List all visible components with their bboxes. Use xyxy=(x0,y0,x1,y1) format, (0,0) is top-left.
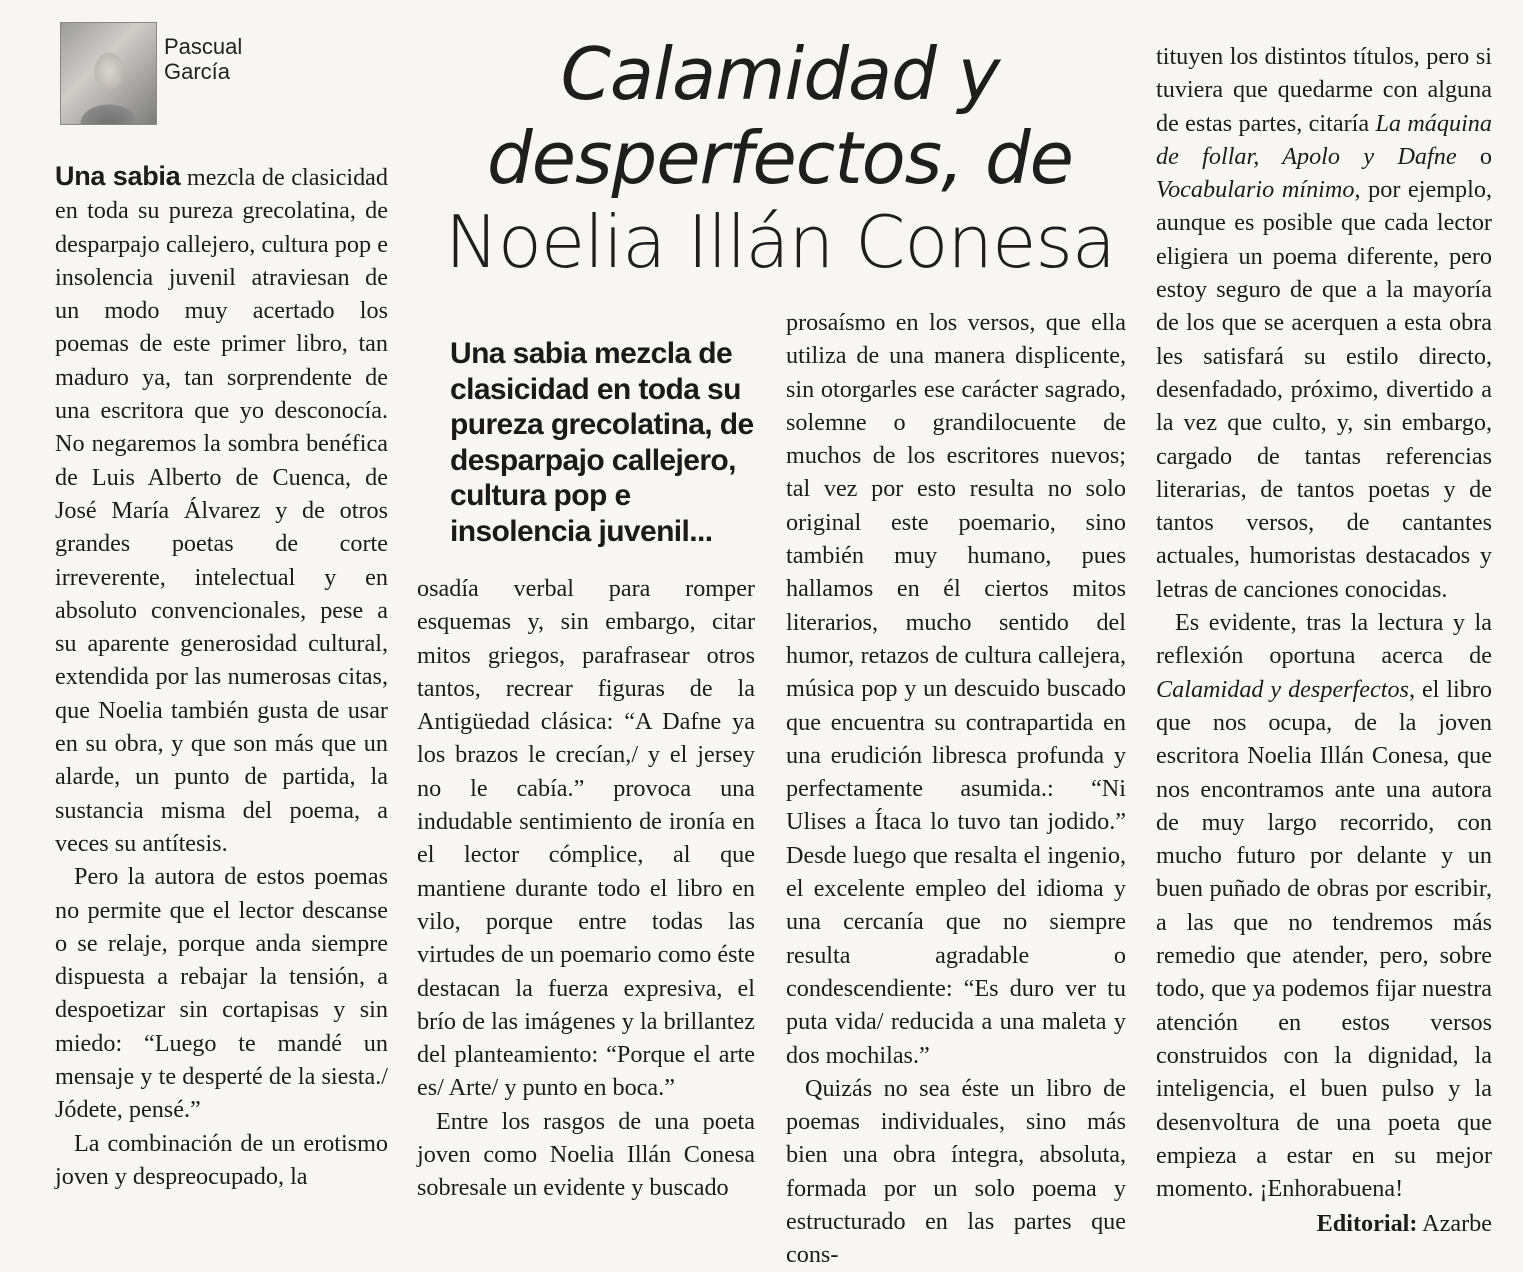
book-title-2: Vocabulario mínimo xyxy=(1156,176,1355,204)
lead-in: Una sabia xyxy=(55,161,181,191)
author-last-name: García xyxy=(164,59,231,84)
paragraph-4: Entre los rasgos de una poeta joven como Noelia Illán Conesa sobresale un evidente y buscado xyxy=(417,1107,755,1202)
paragraph-2: Pero la autora de estos poemas no permite que el lector descanse o se relaje, porque anda siempre dispuesta a rebajar la tensión, a despoetizar sin cortapisas y sin miedo: “Luego te mandé un mensaje y te desperté de la siesta./ Jódete, pensé.” xyxy=(55,863,388,1124)
p6-text-a: Es evidente, tras la lectura y la reflexión oportuna acerca de xyxy=(1156,609,1492,670)
author-name xyxy=(164,34,242,84)
book-title-main: Calamidad y desperfectos xyxy=(1156,675,1409,703)
paragraph-3: La combinación de un erotismo joven y despreocupado, la xyxy=(55,1129,388,1190)
paragraph-4-cont: prosaísmo en los versos, que ella utiliza de una manera displicente, sin otorgarles ese carácter sagrado, solemne o grandilocuente de muchos de los escritores nuevos; tal vez por esto resulta no solo original este poemario, sino también muy humano, pues hallamos en él ciertos mitos literarios, mucho sentido del humor, retazos de cultura callejera, música pop y un descuido buscado que encuentra su contrapartida en una erudición libresca profunda y perfectamente asumida.: “Ni Ulises a Ítaca lo tuvo tan jodido.” Desde luego que resalta el ingenio, el excelente empleo del idioma y una cercanía que no siempre resulta agradable o condescendiente: “Es duro ver tu puta vida/ reducida a una maleta y dos mochilas.” xyxy=(786,309,1126,1069)
column-3 xyxy=(786,306,1126,1272)
p5-text-b: o xyxy=(1479,142,1493,170)
headline-line-2: desperfectos, de xyxy=(487,116,1073,200)
headline-line-1: Calamidad y xyxy=(560,32,1000,116)
publisher-label: Editorial: xyxy=(1316,1210,1418,1238)
headline-line-3: Noelia Illán Conesa xyxy=(445,200,1115,284)
author-photo xyxy=(60,22,157,125)
paragraph-1-text: mezcla de clasicidad en toda su pureza grecolatina, de desparpajo callejero, cultura pop e insolencia juvenil atraviesan de un modo muy acertado los poemas de este primer libro, tan maduro ya, tan sorprendente de una escritora que yo desconocía. No negaremos la sombra benéfica de Luis Alberto de Cuenca, de José María Álvarez y de otros grandes poetas de corte irreverente, intelectual y en absoluto convencionales, pese a su aparente generosidad cultural, extendida por las numerosas citas, que Noelia también gusta de usar en su obra, y que son más que un alarde, un punto de partida, la sustancia misma del poema, a veces su antítesis. xyxy=(55,164,389,857)
book-title-1: La máquina de follar, Apolo y Dafne xyxy=(1156,109,1492,170)
paragraph-3-cont: osadía verbal para romper esquemas y, sin embargo, citar mitos griegos, parafrasear otros tantos, recrear figuras de la Antigüedad clásica: “A Dafne ya los brazos le crecían,/ y el jersey no le cabía.” provoca una indudable sentimiento de ironía en el lector cómplice, al que mantiene durante todo el libro en vilo, porque entre todas las virtudes de un poemario como éste destacan la fuerza expresiva, el brío de las imágenes y la brillantez del planteamiento: “Porque el arte es/ Arte/ y punto en boca.” xyxy=(417,575,755,1102)
author-first-name: Pascual xyxy=(164,34,243,59)
paragraph-6 xyxy=(1156,606,1492,1205)
pull-quote: Una sabia mezcla de clasicidad en toda su pureza grecolatina, de desparpajo callejero, cultura pop e insolencia juvenil... xyxy=(450,337,754,548)
paragraph-5: Quizás no sea éste un libro de poemas individuales, sino más bien una obra íntegra, absoluta, formada por un solo poema y estructurado en las partes que cons- xyxy=(786,1074,1126,1269)
byline xyxy=(60,22,260,124)
column-1 xyxy=(55,160,388,1193)
p5-text-a: tituyen los distintos títulos, pero si tuviera que quedarme con alguna de estas partes, citaría xyxy=(1156,43,1492,137)
headline xyxy=(440,32,1120,284)
p5-text-c: , por ejemplo, aunque es posible que cada lector eligiera un poema diferente, pero estoy seguro de que a la mayoría de los que se acerquen a esta obra les satisfará su estilo directo, desenfadado, próximo, divertido a la vez que culto, y, sin embargo, cargado de tantas referencias literarias, de tantos poetas y de tantos versos, de cantantes actuales, humoristas destacados y letras de canciones conocidas. xyxy=(1156,176,1492,603)
publisher-name: Azarbe xyxy=(1422,1210,1492,1238)
column-4 xyxy=(1156,40,1492,1241)
column-2 xyxy=(417,572,755,1205)
paragraph-5-cont xyxy=(1156,40,1492,606)
paragraph-1 xyxy=(55,160,388,860)
p6-text-b: , el libro que nos ocupa, de la joven escritora Noelia Illán Conesa, que nos encontramos ante una autora de muy largo recorrido, con mucho futuro por delante y un buen puñado de obras por escribir, a las que no tendremos más remedio que atender, pero, sobre todo, que ya podemos fijar nuestra atención en estos versos construidos con la dignidad, la inteligencia, el buen pulso y la desenvoltura de una poeta que empieza a estar en su mejor momento. ¡Enhorabuena! xyxy=(1156,675,1492,1203)
